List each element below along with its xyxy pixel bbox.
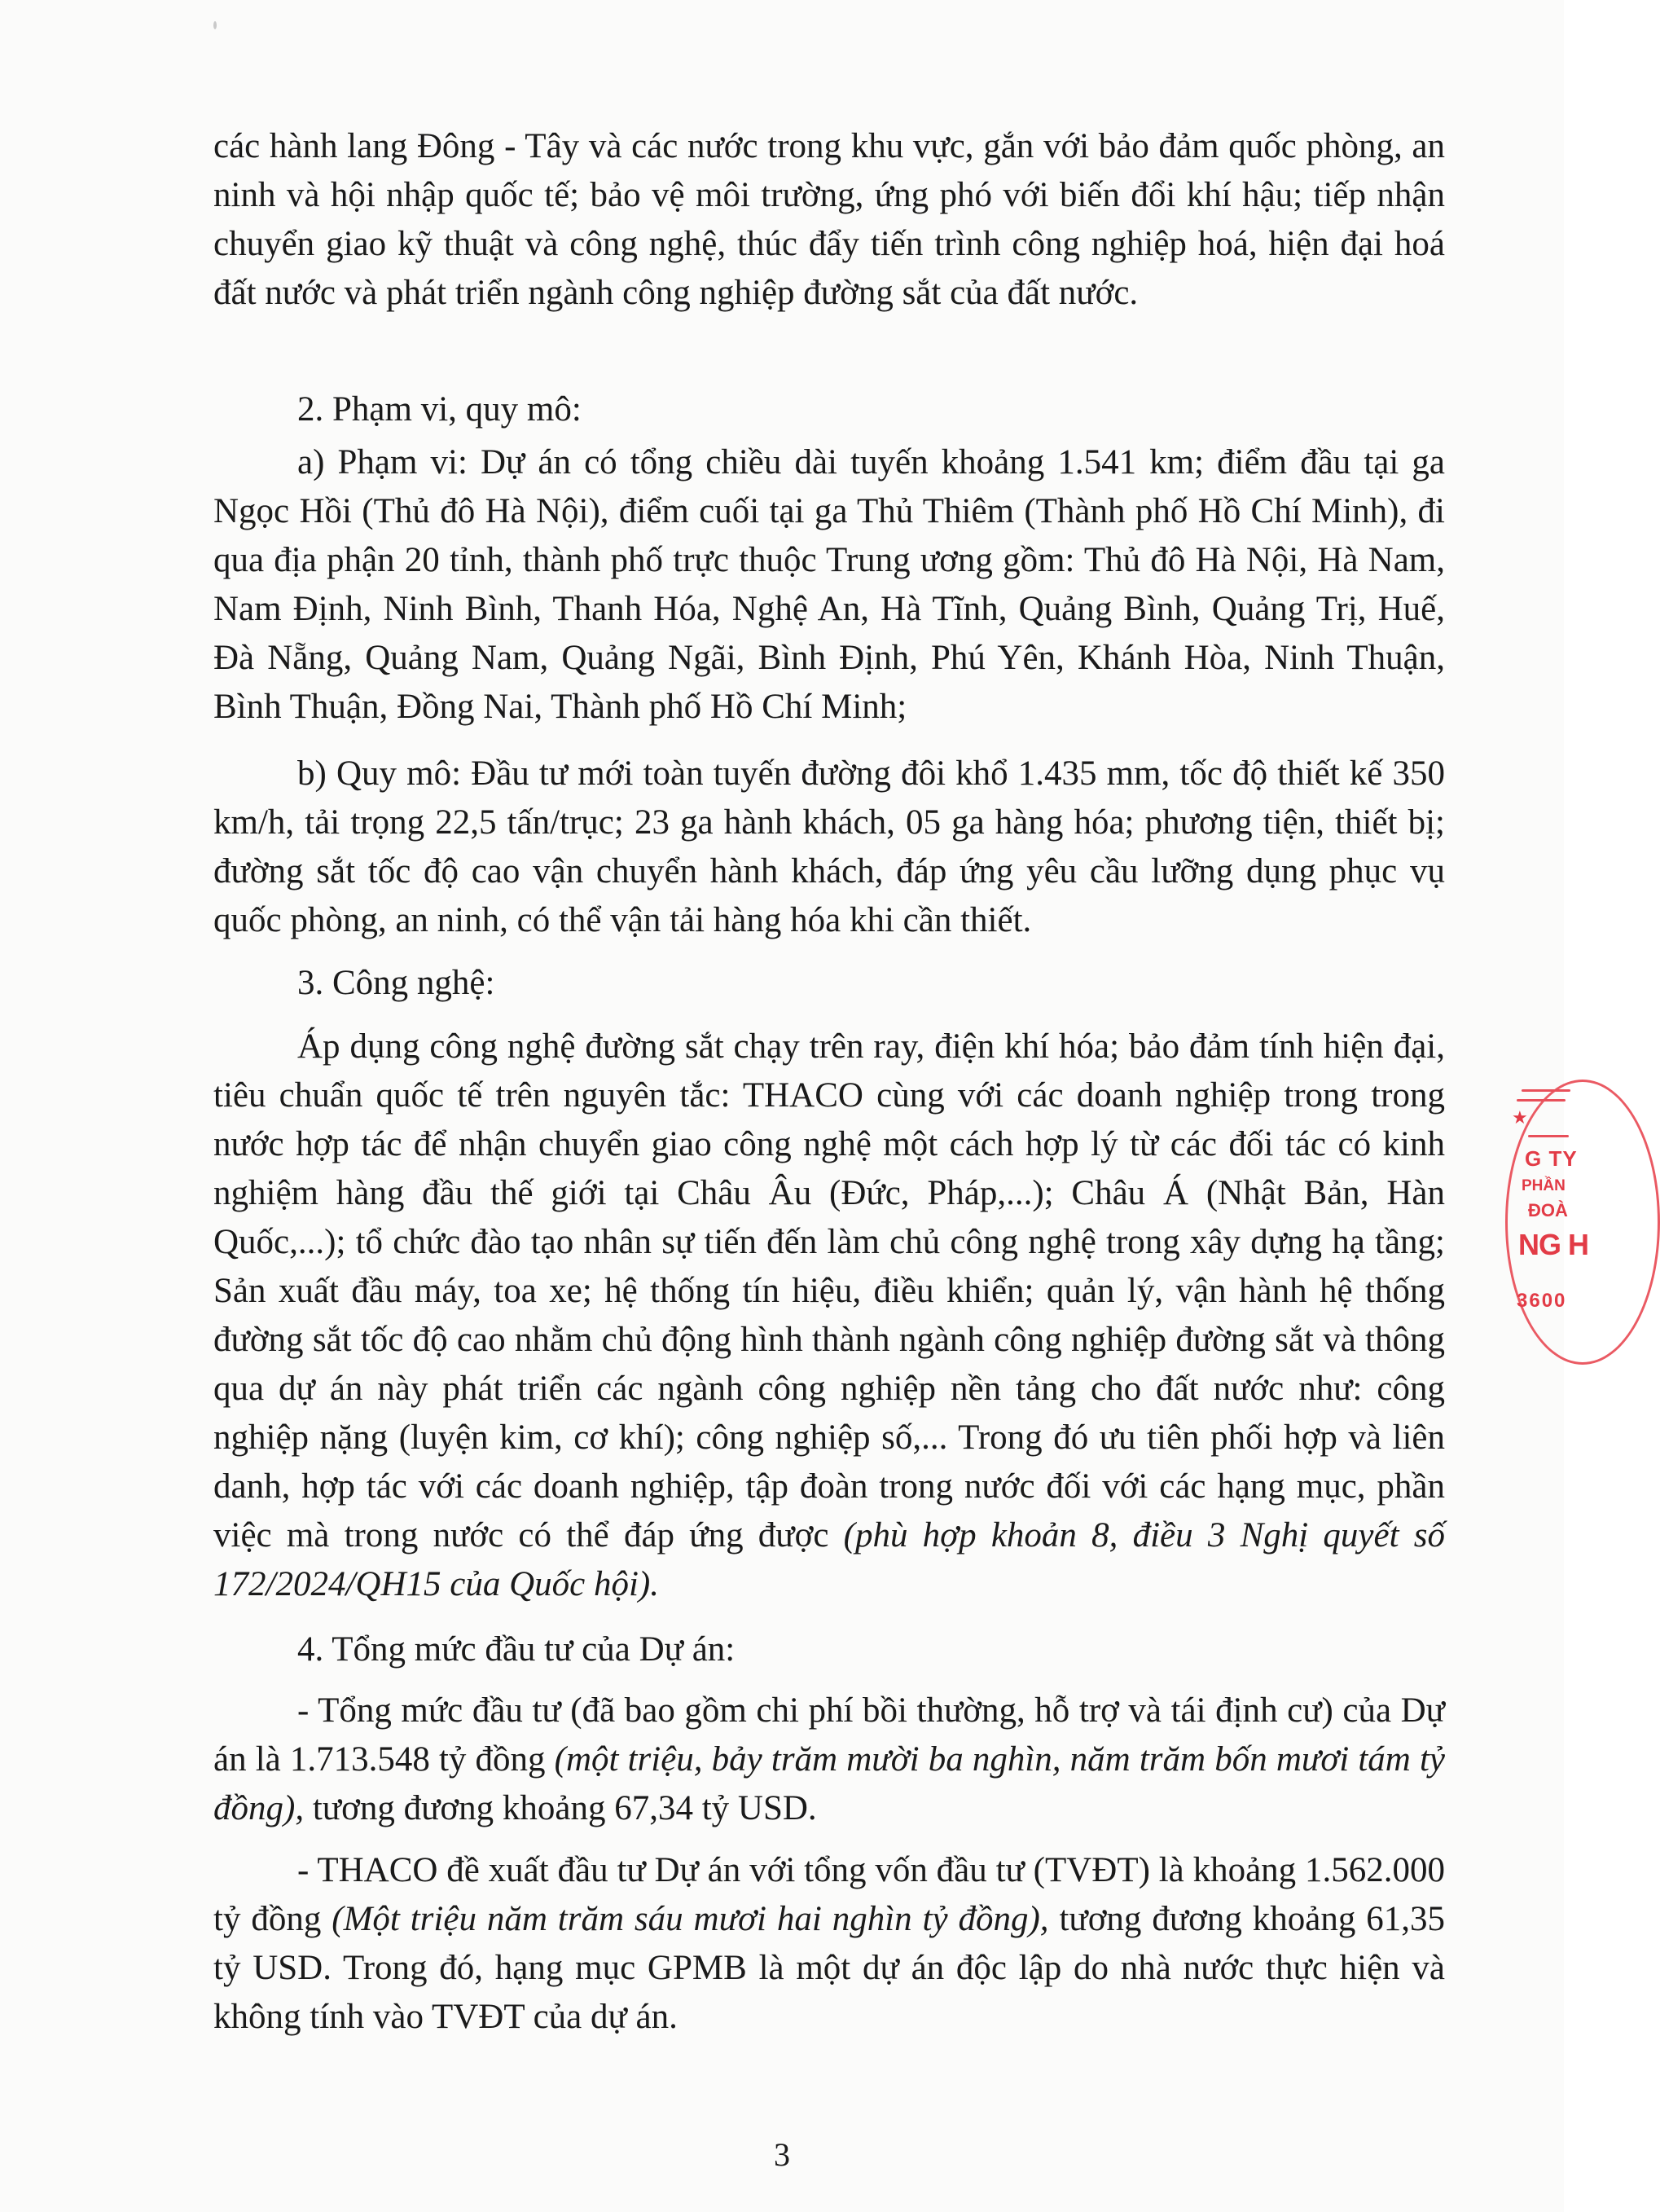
- stamp-line: [1528, 1135, 1569, 1137]
- stamp-line: [1517, 1099, 1566, 1102]
- section-4-bullet-1: [213, 1686, 1445, 1833]
- intro-text: các hành lang Đông - Tây và các nước trong khu vực, gắn với bảo đảm quốc phòng, an ninh và hội nhập quốc tế; bảo vệ môi trường, ứng phó với biến đổi khí hậu; tiếp nhận chuyển giao kỹ thuật và công nghệ, thúc đẩy tiến trình công nghiệp hoá, hiện đại hoá đất nước và phát triển ngành công nghiệp đường sắt của đất nước.: [213, 127, 1445, 312]
- company-stamp: [1500, 1080, 1588, 1373]
- bullet-1-text: - Tổng mức đầu tư (đã bao gồm chi phí bồi thường, hỗ trợ và tái định cư) của Dự án là 1.713.548 tỷ đồng: [213, 1691, 1445, 1779]
- section-3-heading: 3. Công nghệ:: [297, 964, 495, 1002]
- stamp-text-line-1: G TY: [1525, 1146, 1578, 1171]
- stamp-text-line-4: NG H: [1518, 1228, 1588, 1261]
- section-3-paragraph: [213, 1022, 1445, 1609]
- stamp-ring: [1505, 1080, 1660, 1365]
- stamp-text-line-5: 3600: [1517, 1290, 1567, 1312]
- bullet-2-rest: tương đương khoảng 61,35 tỷ USD. Trong đó, hạng mục GPMB là một dự án độc lập do nhà nước thực hiện và không tính vào TVĐT của dự án.: [213, 1900, 1446, 2036]
- bullet-2-italic-amount: (Một triệu năm trăm sáu mươi hai nghìn tỷ đồng),: [332, 1900, 1049, 1938]
- section-2-paragraph-b: [213, 750, 1445, 945]
- section-2-paragraph-a: [213, 438, 1445, 732]
- stamp-text-line-2: PHẦN: [1522, 1177, 1566, 1194]
- scan-speck: [213, 21, 217, 29]
- bullet-1-italic-amount: (một triệu, bảy trăm mười ba nghìn, năm trăm bốn mươi tám tỷ đồng),: [213, 1740, 1445, 1827]
- paragraph-a-text: a) Phạm vi: Dự án có tổng chiều dài tuyến khoảng 1.541 km; điểm đầu tại ga Ngọc Hồi (Thủ đô Hà Nội), điểm cuối tại ga Thủ Thiêm (Thành phố Hồ Chí Minh), đi qua địa phận 20 tỉnh, thành phố trực thuộc Trung ương gồm: Thủ đô Hà Nội, Hà Nam, Nam Định, Ninh Bình, Thanh Hóa, Nghệ An, Hà Tĩnh, Quảng Bình, Quảng Trị, Huế, Đà Nẵng, Quảng Nam, Quảng Ngãi, Bình Định, Phú Yên, Khánh Hòa, Ninh Thuận, Bình Thuận, Đồng Nai, Thành phố Hồ Chí Minh;: [213, 443, 1445, 726]
- section-3-italic-reference: (phù hợp khoản 8, điều 3 Nghị quyết số 172/2024/QH15 của Quốc hội).: [213, 1516, 1445, 1603]
- stamp-star-icon: ★: [1512, 1107, 1528, 1128]
- bullet-2-text: - THACO đề xuất đầu tư Dự án với tổng vốn đầu tư (TVĐT) là khoảng 1.562.000 tỷ đồng: [213, 1851, 1445, 1938]
- section-2-heading: 2. Phạm vi, quy mô:: [297, 390, 582, 429]
- paragraph-b-text: b) Quy mô: Đầu tư mới toàn tuyến đường đôi khổ 1.435 mm, tốc độ thiết kế 350 km/h, tải trọng 22,5 tấn/trục; 23 ga hành khách, 05 ga hàng hóa; phương tiện, thiết bị; đường sắt tốc độ cao vận chuyển hành khách, đáp ứng yêu cầu lưỡng dụng phục vụ quốc phòng, an ninh, có thể vận tải hàng hóa khi cần thiết.: [213, 754, 1445, 939]
- section-3-text: Áp dụng công nghệ đường sắt chạy trên ray, điện khí hóa; bảo đảm tính hiện đại, tiêu chuẩn quốc tế trên nguyên tắc: THACO cùng với các doanh nghiệp trong trong nước hợp tác để nhận chuyển giao công nghệ một cách hợp lý từ các đối tác có kinh nghiệm hàng đầu thế giới tại Châu Âu (Đức, Pháp,...); Châu Á (Nhật Bản, Hàn Quốc,...); tổ chức đào tạo nhân sự tiến đến làm chủ công nghệ trong xây dựng hạ tầng; Sản xuất đầu máy, toa xe; hệ thống tín hiệu, điều khiển; quản lý, vận hành hệ thống đường sắt tốc độ cao nhằm chủ động hình thành ngành công nghiệp đường sắt và thông qua dự án này phát triển các ngành công nghiệp nền tảng cho đất nước như: công nghiệp nặng (luyện kim, cơ khí); công nghiệp số,... Trong đó ưu tiên phối hợp và liên danh, hợp tác với các doanh nghiệp, tập đoàn trong nước đối với các hạng mục, phần việc mà trong nước có thể đáp ứng được: [213, 1027, 1445, 1555]
- intro-paragraph: [213, 122, 1445, 318]
- bullet-1-usd: tương đương khoảng 67,34 tỷ USD.: [304, 1789, 817, 1827]
- page-number: 3: [774, 2136, 790, 2173]
- section-4-bullet-2: [213, 1846, 1445, 2042]
- stamp-text-line-3: ĐOÀ: [1528, 1200, 1568, 1220]
- stamp-line: [1522, 1089, 1570, 1092]
- section-4-heading: 4. Tổng mức đầu tư của Dự án:: [297, 1630, 736, 1669]
